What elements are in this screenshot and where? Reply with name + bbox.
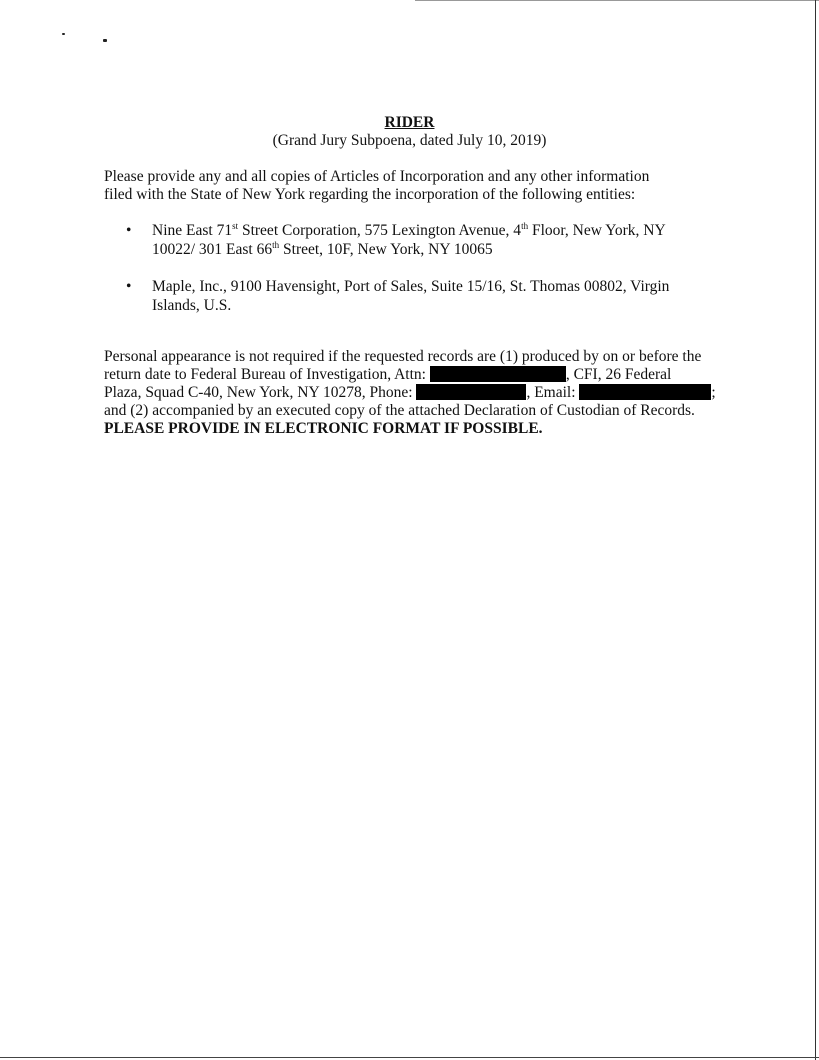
- redaction-box: [416, 384, 526, 400]
- entity-line: Maple, Inc., 9100 Havensight, Port of Sales, Suite 15/16, St. Thomas 00802, Virgin: [152, 278, 670, 295]
- ordinal-suffix: th: [521, 221, 529, 231]
- email-label: , Email:: [526, 384, 580, 401]
- electronic-format-notice: PLEASE PROVIDE IN ELECTRONIC FORMAT IF POSSIBLE.: [104, 420, 543, 437]
- entity-address-part: Floor, New York, NY: [528, 222, 666, 239]
- office-text: , CFI, 26 Federal: [565, 366, 672, 383]
- punctuation: ;: [711, 384, 716, 401]
- redaction-box: [579, 384, 711, 400]
- ordinal-suffix: st: [232, 221, 239, 231]
- ordinal-suffix: th: [272, 240, 280, 250]
- appearance-line: Personal appearance is not required if the requested records are (1) produced by on or before the: [104, 348, 702, 365]
- entity-text: [152, 277, 722, 315]
- entity-text: [152, 221, 722, 259]
- request-line: filed with the State of New York regarding the incorporation of the following entities:: [104, 186, 636, 203]
- entity-name-part: Nine East 71: [152, 222, 233, 239]
- scan-speck: [62, 33, 65, 35]
- scan-edge-right: [815, 0, 816, 1060]
- appearance-line: and (2) accompanied by an executed copy of the attached Declaration of Custodian of Records.: [104, 402, 695, 419]
- scan-speck: [103, 39, 107, 42]
- entity-line: Islands, U.S.: [152, 297, 232, 314]
- redaction-box: [430, 366, 566, 382]
- entity-address-part: 10022/ 301 East 66: [152, 241, 273, 258]
- entity-address-part: Street Corporation, 575 Lexington Avenue, 4: [238, 222, 522, 239]
- phone-label: Plaza, Squad C-40, New York, NY 10278, Phone:: [104, 384, 417, 401]
- scan-edge-top: [415, 0, 819, 1]
- appearance-paragraph: [104, 348, 719, 438]
- request-line: Please provide any and all copies of Articles of Incorporation and any other information: [104, 168, 650, 185]
- attn-label: return date to Federal Bureau of Investigation, Attn:: [104, 366, 430, 383]
- request-paragraph: [104, 168, 724, 204]
- scan-edge-bottom: [0, 1057, 819, 1058]
- bullet-icon: •: [126, 222, 132, 239]
- bullet-icon: •: [126, 278, 132, 295]
- rider-title: RIDER: [384, 114, 435, 131]
- appearance-line: [104, 366, 719, 384]
- entity-address-part: Street, 10F, New York, NY 10065: [279, 241, 493, 258]
- rider-subtitle: (Grand Jury Subpoena, dated July 10, 2019): [272, 132, 547, 149]
- appearance-line: [104, 384, 719, 402]
